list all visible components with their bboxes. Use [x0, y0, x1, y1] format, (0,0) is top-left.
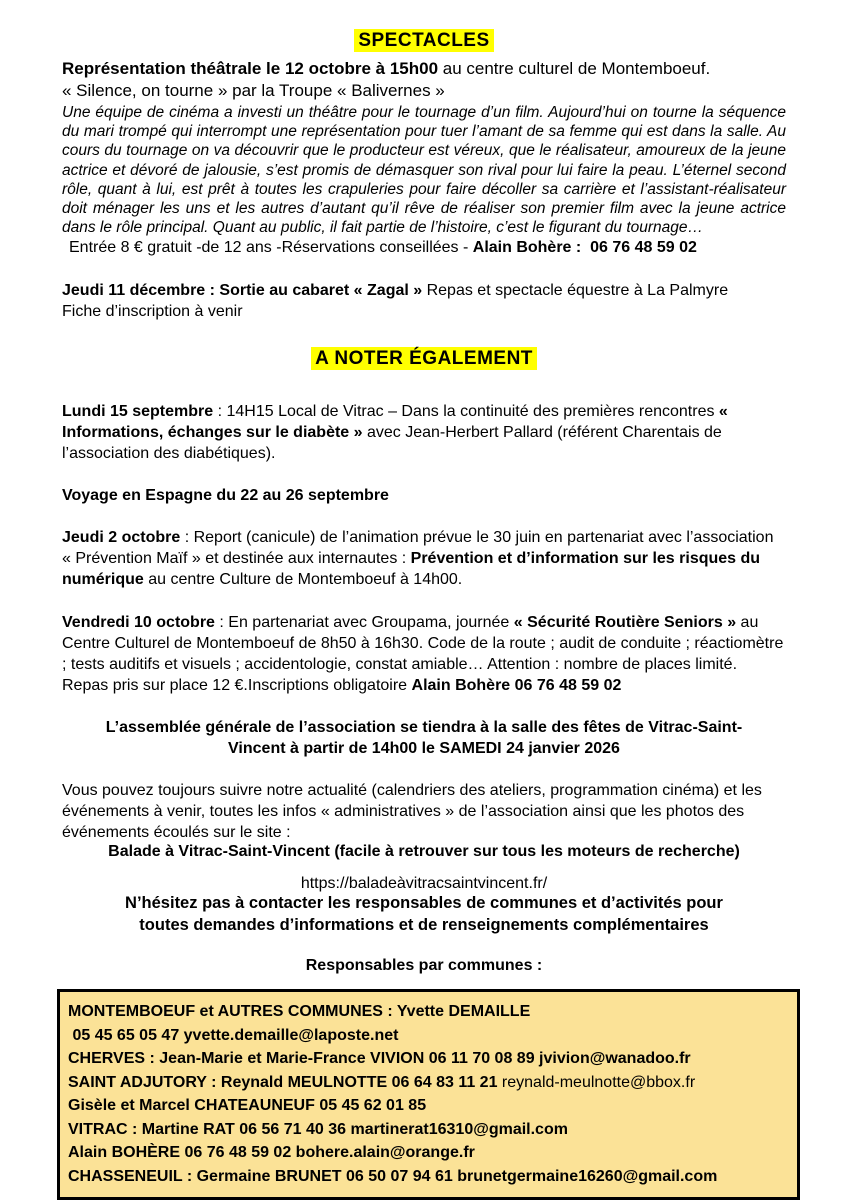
spacer: [62, 696, 786, 717]
contact-row-demaille-phone: 05 45 65 05 47 yvette.demaille@laposte.net: [68, 1026, 399, 1044]
theatre-event-intro: Représentation théâtrale le 12 octobre à 15h00 au centre culturel de Montemboeuf.: [62, 59, 711, 78]
event-jeudi-2-octobre: Jeudi 2 octobre : Report (canicule) de l’animation prévue le 30 juin en partenariat avec l’association « Prévention Maïf » et destinée aux internautes : Prévention et d’information sur les risques du numérique au centre Culture de Montemboeuf à 14h00.: [62, 529, 774, 589]
cabaret-event: Jeudi 11 décembre : Sortie au cabaret « Zagal » Repas et spectacle équestre à La Palmyre: [62, 281, 729, 299]
event-espagne: Voyage en Espagne du 22 au 26 septembre: [62, 487, 389, 505]
spacer: [62, 380, 786, 401]
event-diabete: Lundi 15 septembre : 14H15 Local de Vitrac – Dans la continuité des premières rencontres « Informations, échanges sur le diabète » avec Jean-Herbert Pallard (référent Charentais de l’association des diabétiques).: [62, 402, 728, 462]
theatre-event-synopsis: Une équipe de cinéma a investi un théâtre pour le tournage d’un film. Aujourd’hui on tourne la séquence du mari trompé qui interrompt une représentation pour tuer l’amant de sa femme qui est dans la salle. Au cours du tournage on va découvrir que le producteur est véreux, que le réalisateur, amoureux de la jeune actrice et dévoré de jalousie, s’est promis de démasquer son rival pour lui faire la peau. L’éternel second rôle, quant à lui, est prêt à toutes les crapuleries pour faire décoller sa carrière et l’assistant-réalisateur doit ménager les uns et les autres d’autant qu’il rêve de réaliser son premier film avec la jeune actrice dans le rôle principal. Quant au public, il fait partie de l’histoire, c’est le figurant du tournage…: [62, 103, 786, 237]
cabaret-event-note: Fiche d’inscription à venir: [62, 302, 243, 320]
spacer: [62, 936, 786, 957]
contact-row-saint-adjutory: SAINT ADJUTORY : Reynald MEULNOTTE 06 64 83 11 21 reynald-meulnotte@bbox.fr: [68, 1073, 696, 1091]
responsables-title: Responsables par communes :: [305, 957, 543, 975]
spacer: [62, 322, 786, 348]
contact-row-vitrac: VITRAC : Martine RAT 06 56 71 40 36 martinerat16310@gmail.com: [68, 1120, 568, 1138]
event-vendredi-10-octobre: Vendredi 10 octobre : En partenariat avec Groupama, journée « Sécurité Routière Seniors » au Centre Culturel de Montemboeuf de 8h50 à 16h30. Code de la route ; audit de conduite ; réactiomètre ; tests auditifs et visuels ; accidentologie, constat amiable… Attention : nombre de places limité. Repas pris sur place 12 €.Inscriptions obligatoire Alain Bohère 06 76 48 59 02: [62, 613, 784, 694]
theatre-event-subtitle: « Silence, on tourne » par la Troupe « Balivernes »: [62, 81, 445, 101]
spectacles-heading-highlight: SPECTACLES: [354, 29, 493, 52]
contact-row-chasseneuil: CHASSENEUIL : Germaine BRUNET 06 50 07 94 61 brunetgermaine16260@gmail.com: [68, 1167, 718, 1185]
contact-row-montemboeuf: MONTEMBOEUF et AUTRES COMMUNES : Yvette DEMAILLE: [68, 1003, 531, 1021]
assemblee-generale-notice: L’assemblée générale de l’association se tiendra à la salle des fêtes de Vitrac-Saint-Vincent à partir de 14h00 le SAMEDI 24 janvier 2026: [105, 718, 743, 758]
contact-row-cherves: CHERVES : Jean-Marie et Marie-France VIVION 06 11 70 08 89 jvivion@wanadoo.fr: [68, 1050, 691, 1068]
spacer: [62, 759, 786, 780]
site-url-link[interactable]: https://baladeàvitracsaintvincent.fr/: [300, 875, 548, 893]
spacer: [62, 259, 786, 280]
spacer: [62, 591, 786, 612]
contact-invitation: N’hésitez pas à contacter les responsables de communes et d’activités pour toutes demandes d’informations et de renseignements complémentaires: [125, 894, 723, 934]
site-name: Balade à Vitrac-Saint-Vincent (facile à retrouver sur tous les moteurs de recherche): [108, 843, 740, 861]
contacts-box: [57, 989, 800, 1200]
section-heading-a-noter: [62, 348, 786, 370]
spacer: [62, 506, 786, 527]
site-info: Vous pouvez toujours suivre notre actualité (calendriers des ateliers, programmation cinéma) et les événements à venir, toutes les infos « administratives » de l’association ainsi que les photos des événements écoulés sur le site :: [62, 782, 762, 842]
spacer: [62, 861, 786, 875]
section-heading-spectacles: [62, 30, 786, 52]
contact-row-bohere: Alain BOHÈRE 06 76 48 59 02 bohere.alain@orange.fr: [68, 1144, 475, 1162]
theatre-entry-info: Entrée 8 € gratuit -de 12 ans -Réservations conseillées - Alain Bohère : 06 76 48 59 02: [69, 239, 697, 257]
contact-row-chateauneuf: Gisèle et Marcel CHATEAUNEUF 05 45 62 01 85: [68, 1097, 427, 1115]
spacer: [62, 464, 786, 485]
a-noter-heading-highlight: A NOTER ÉGALEMENT: [311, 347, 537, 370]
spacer: [62, 975, 786, 989]
